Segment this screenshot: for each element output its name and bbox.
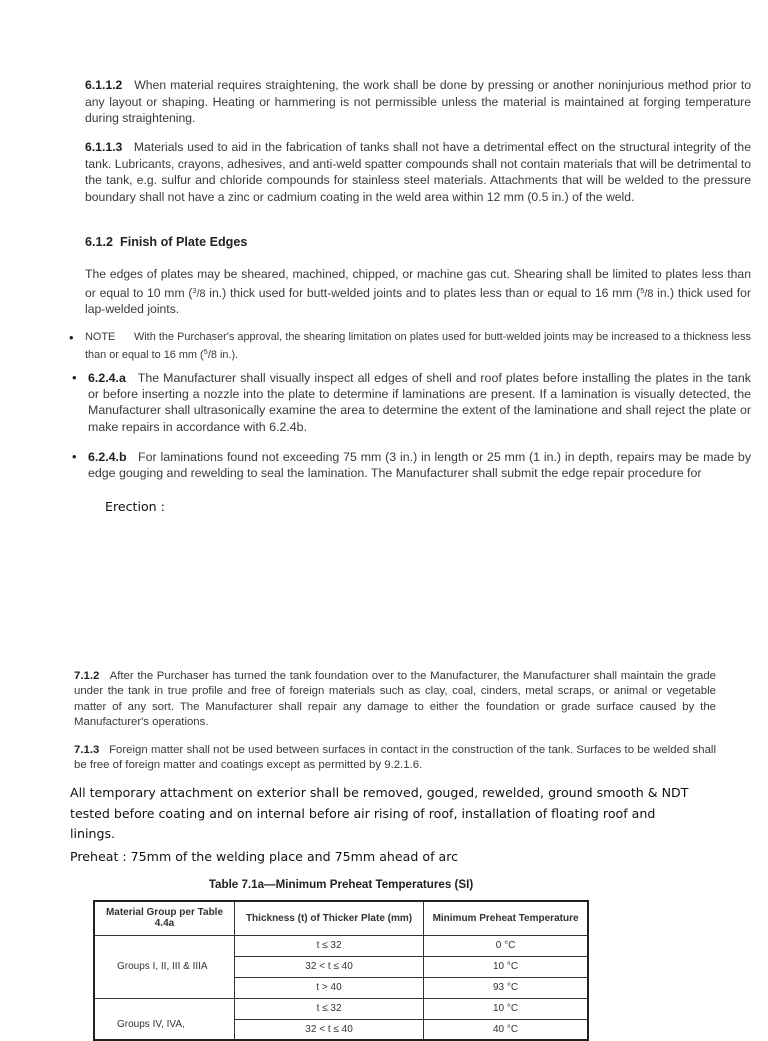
temp-cell: 10 °C	[424, 998, 588, 1019]
section-6-1-2-text	[85, 266, 751, 318]
table-header-row	[94, 901, 588, 935]
fraction-numerator: 5	[640, 285, 645, 295]
section-6-1-2-heading: 6.1.2 Finish of Plate Edges	[85, 235, 248, 249]
fraction-numerator: 3	[192, 285, 197, 295]
section-text: The Manufacturer shall visually inspect all edges of shell and roof plates before installing the plates in the tank or before inserting a nozzle into the plate to determine if laminations are present. If a lamination is visually detected, the Manufacturer shall ultrasonically examine the area to determine the extent of the laminatione and shall reject the plate or make repairs in accordance with 6.2.4b.	[88, 371, 752, 434]
temp-cell: 40 °C	[424, 1019, 588, 1040]
temp-cell: 93 °C	[424, 977, 588, 998]
note-text: in.).	[216, 348, 239, 361]
group-cell: Groups I, II, III & IIIA	[94, 935, 234, 998]
header-thickness: Thickness (t) of Thicker Plate (mm)	[234, 901, 423, 935]
section-text: When material requires straightening, the work shall be done by pressing or another noninjurious method prior to any layout or shaping. Heating or hammering is not permissible unless the material is maintained at forging temperature during straightening.	[85, 78, 751, 126]
temp-cell: 10 °C	[424, 956, 588, 977]
temporary-attachment-text: All temporary attachment on exterior shall be removed, gouged, rewelded, ground smooth & NDT tested before coating and on internal before air rising of roof, installation of floating roof and linings.	[70, 785, 689, 842]
temp-cell: 0 °C	[424, 935, 588, 956]
bullet-dot: •	[69, 330, 74, 345]
section-number: 6.1.1.3	[85, 140, 123, 154]
section-text: For laminations found not exceeding 75 mm (3 in.) in length or 25 mm (1 in.) in depth, repairs may be made by edge gouging and rewelding to seal the lamination. The Manufacturer shall submit the edge repair procedure for	[88, 450, 752, 481]
fraction-numerator: 5	[203, 346, 208, 356]
section-number: 7.1.2	[74, 670, 100, 682]
section-6-2-4-b	[72, 449, 752, 481]
text-part: in.) thick used for butt-welded joints and to plates less than or equal to 16 mm (	[205, 285, 641, 300]
bullet-dot: •	[72, 449, 77, 464]
thickness-cell: 32 < t ≤ 40	[234, 1019, 423, 1040]
section-text: After the Purchaser has turned the tank foundation over to the Manufacturer, the Manufacturer shall maintain the grade under the tank in true profile and free of foreign materials such as clay, coal, cinders, metal scraps, or animal or vegetable matter of any sort. The Manufacturer shall repair any damage to either the foundation or grade surface caused by the Manufacturer's operations.	[74, 670, 716, 729]
thickness-cell: t ≤ 32	[234, 935, 423, 956]
header-material-group: Material Group per Table 4.4a	[94, 901, 234, 935]
section-number: 6.2.4.a	[88, 371, 126, 385]
table-caption: Table 7.1a—Minimum Preheat Temperatures (SI)	[208, 878, 474, 891]
header-min-preheat: Minimum Preheat Temperature	[424, 901, 588, 935]
table-row	[94, 998, 588, 1019]
section-number: 7.1.3	[74, 744, 100, 756]
section-number: 6.2.4.b	[88, 450, 127, 464]
text-part: The edges of plates may be sheared, machined, chipped, or machine gas cut. Shearing shall be limited to plates less than or equal to 10 mm (	[85, 267, 751, 300]
section-7-1-2	[74, 669, 716, 731]
note-text: With the Purchaser's approval, the shearing limitation on plates used for butt-welded joints may be increased to a thickness less than or equal to 16 mm (	[85, 331, 751, 361]
erection-heading: Erection :	[105, 499, 165, 514]
section-7-1-3	[74, 743, 716, 774]
section-6-1-1-3	[85, 139, 751, 205]
fraction-denominator: /8	[207, 348, 217, 361]
note-bullet	[69, 330, 751, 362]
fraction-denominator: /8	[196, 287, 206, 300]
section-text: Materials used to aid in the fabrication of tanks shall not have a detrimental effect on the structural integrity of the tank. Lubricants, crayons, adhesives, and anti-weld spatter compounds shall not contain materials that will be detrimental to the tank, e.g. sulfur and chloride compounds for stainless steel materials. Attachments that will be welded to the pressure boundary shall not have a zinc or cadmium coating in the weld area within 12 mm (0.5 in.) of the weld.	[85, 140, 751, 204]
preheat-text: Preheat : 75mm of the welding place and 75mm ahead of arc	[70, 849, 459, 864]
section-6-1-1-2	[85, 77, 751, 127]
note-label: NOTE	[85, 331, 116, 343]
bullet-dot: •	[72, 370, 77, 385]
preheat-table	[93, 900, 589, 1041]
thickness-cell: 32 < t ≤ 40	[234, 956, 423, 977]
fraction-denominator: /8	[644, 287, 654, 300]
section-number: 6.1.1.2	[85, 78, 123, 92]
text-part: in.) thick used for lap-welded joints.	[85, 285, 751, 317]
group-cell: Groups IV, IVA,	[94, 998, 234, 1040]
thickness-cell: t > 40	[234, 977, 423, 998]
table-row	[94, 935, 588, 956]
section-text: Foreign matter shall not be used between surfaces in contact in the construction of the tank. Surfaces to be welded shall be free of foreign matter and coatings except as permitted by 9.2.1.6.	[74, 744, 716, 772]
thickness-cell: t ≤ 32	[234, 998, 423, 1019]
section-6-2-4-a	[72, 370, 752, 435]
